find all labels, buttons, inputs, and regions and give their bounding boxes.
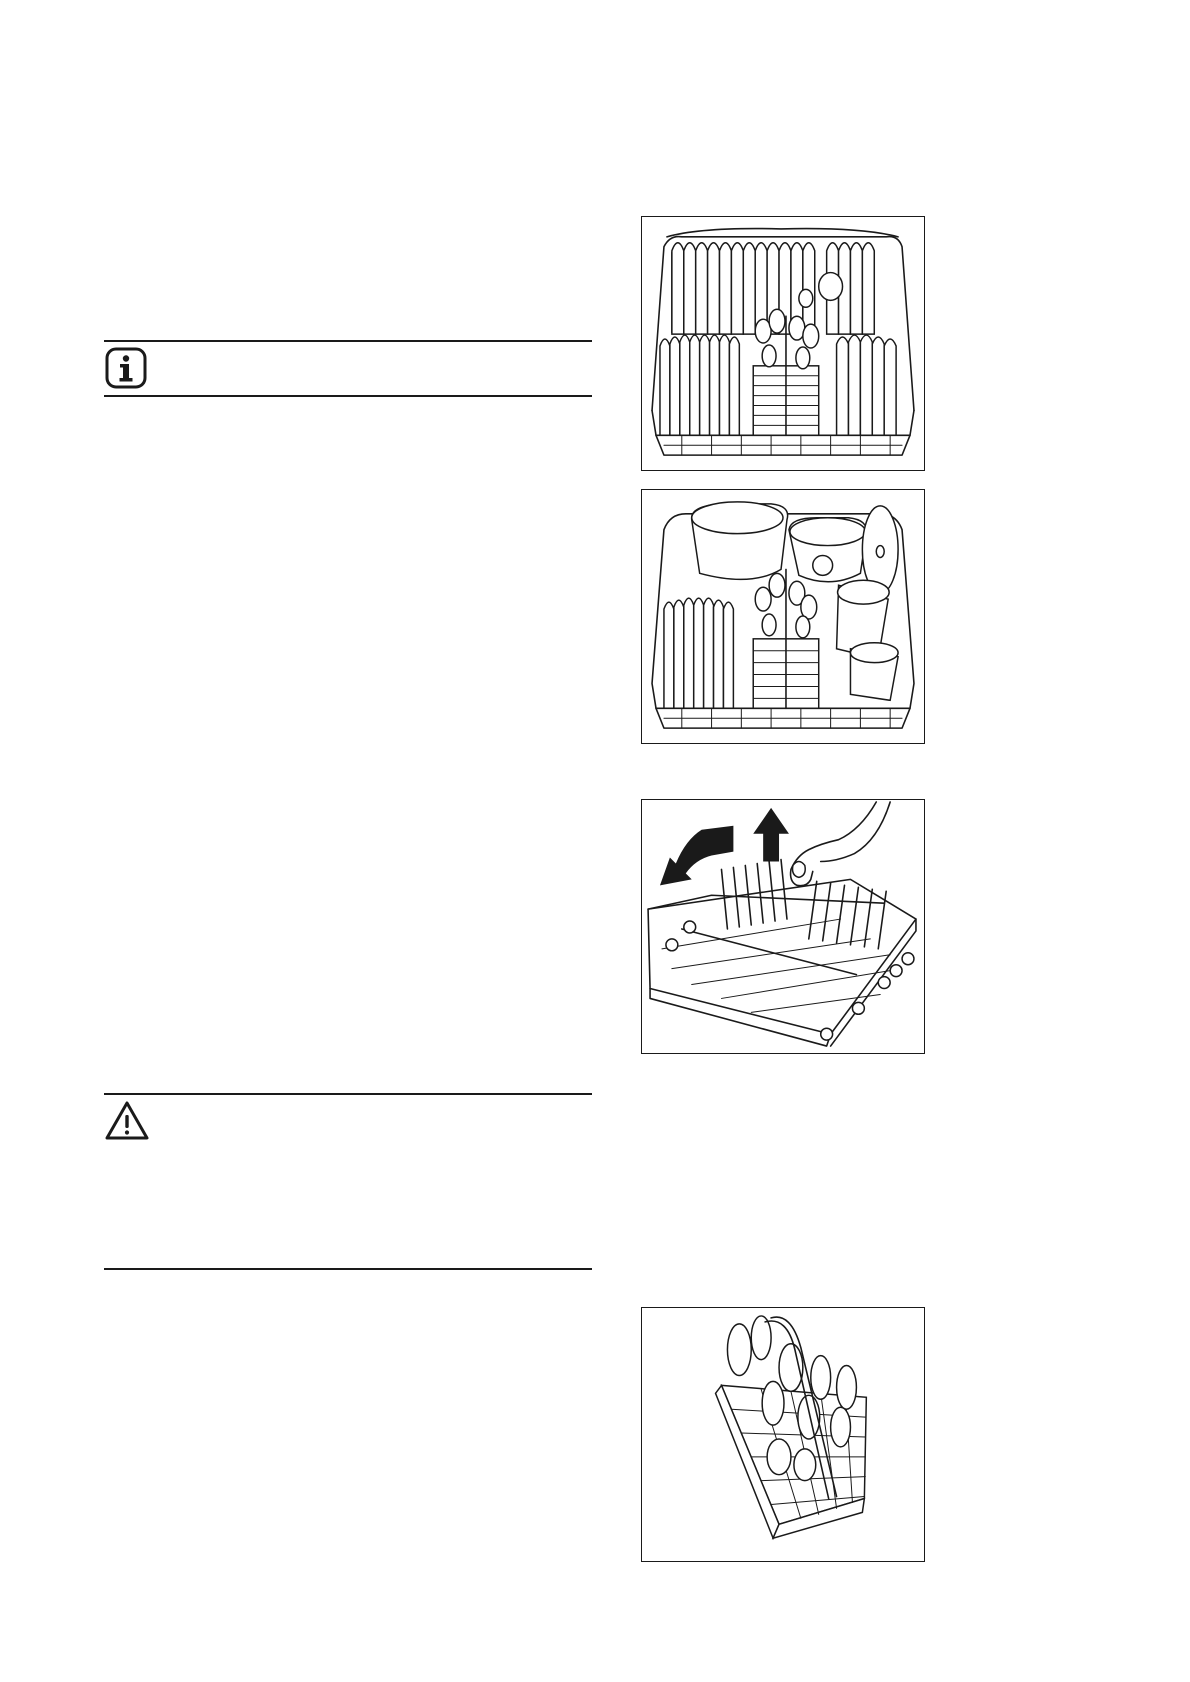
cutlery-basket-illustration: [641, 1307, 925, 1562]
warning-notice-bottom-rule: [104, 1268, 592, 1270]
warning-notice-top-rule: [104, 1093, 592, 1095]
warning-triangle-icon: [104, 1100, 150, 1147]
info-notice-top-rule: [104, 340, 592, 342]
info-notice-bottom-rule: [104, 395, 592, 397]
basket-with-pots-illustration: [641, 489, 925, 744]
info-icon: [104, 346, 148, 395]
folding-racks-illustration: [641, 799, 925, 1054]
basket-with-plates-illustration: [641, 216, 925, 471]
